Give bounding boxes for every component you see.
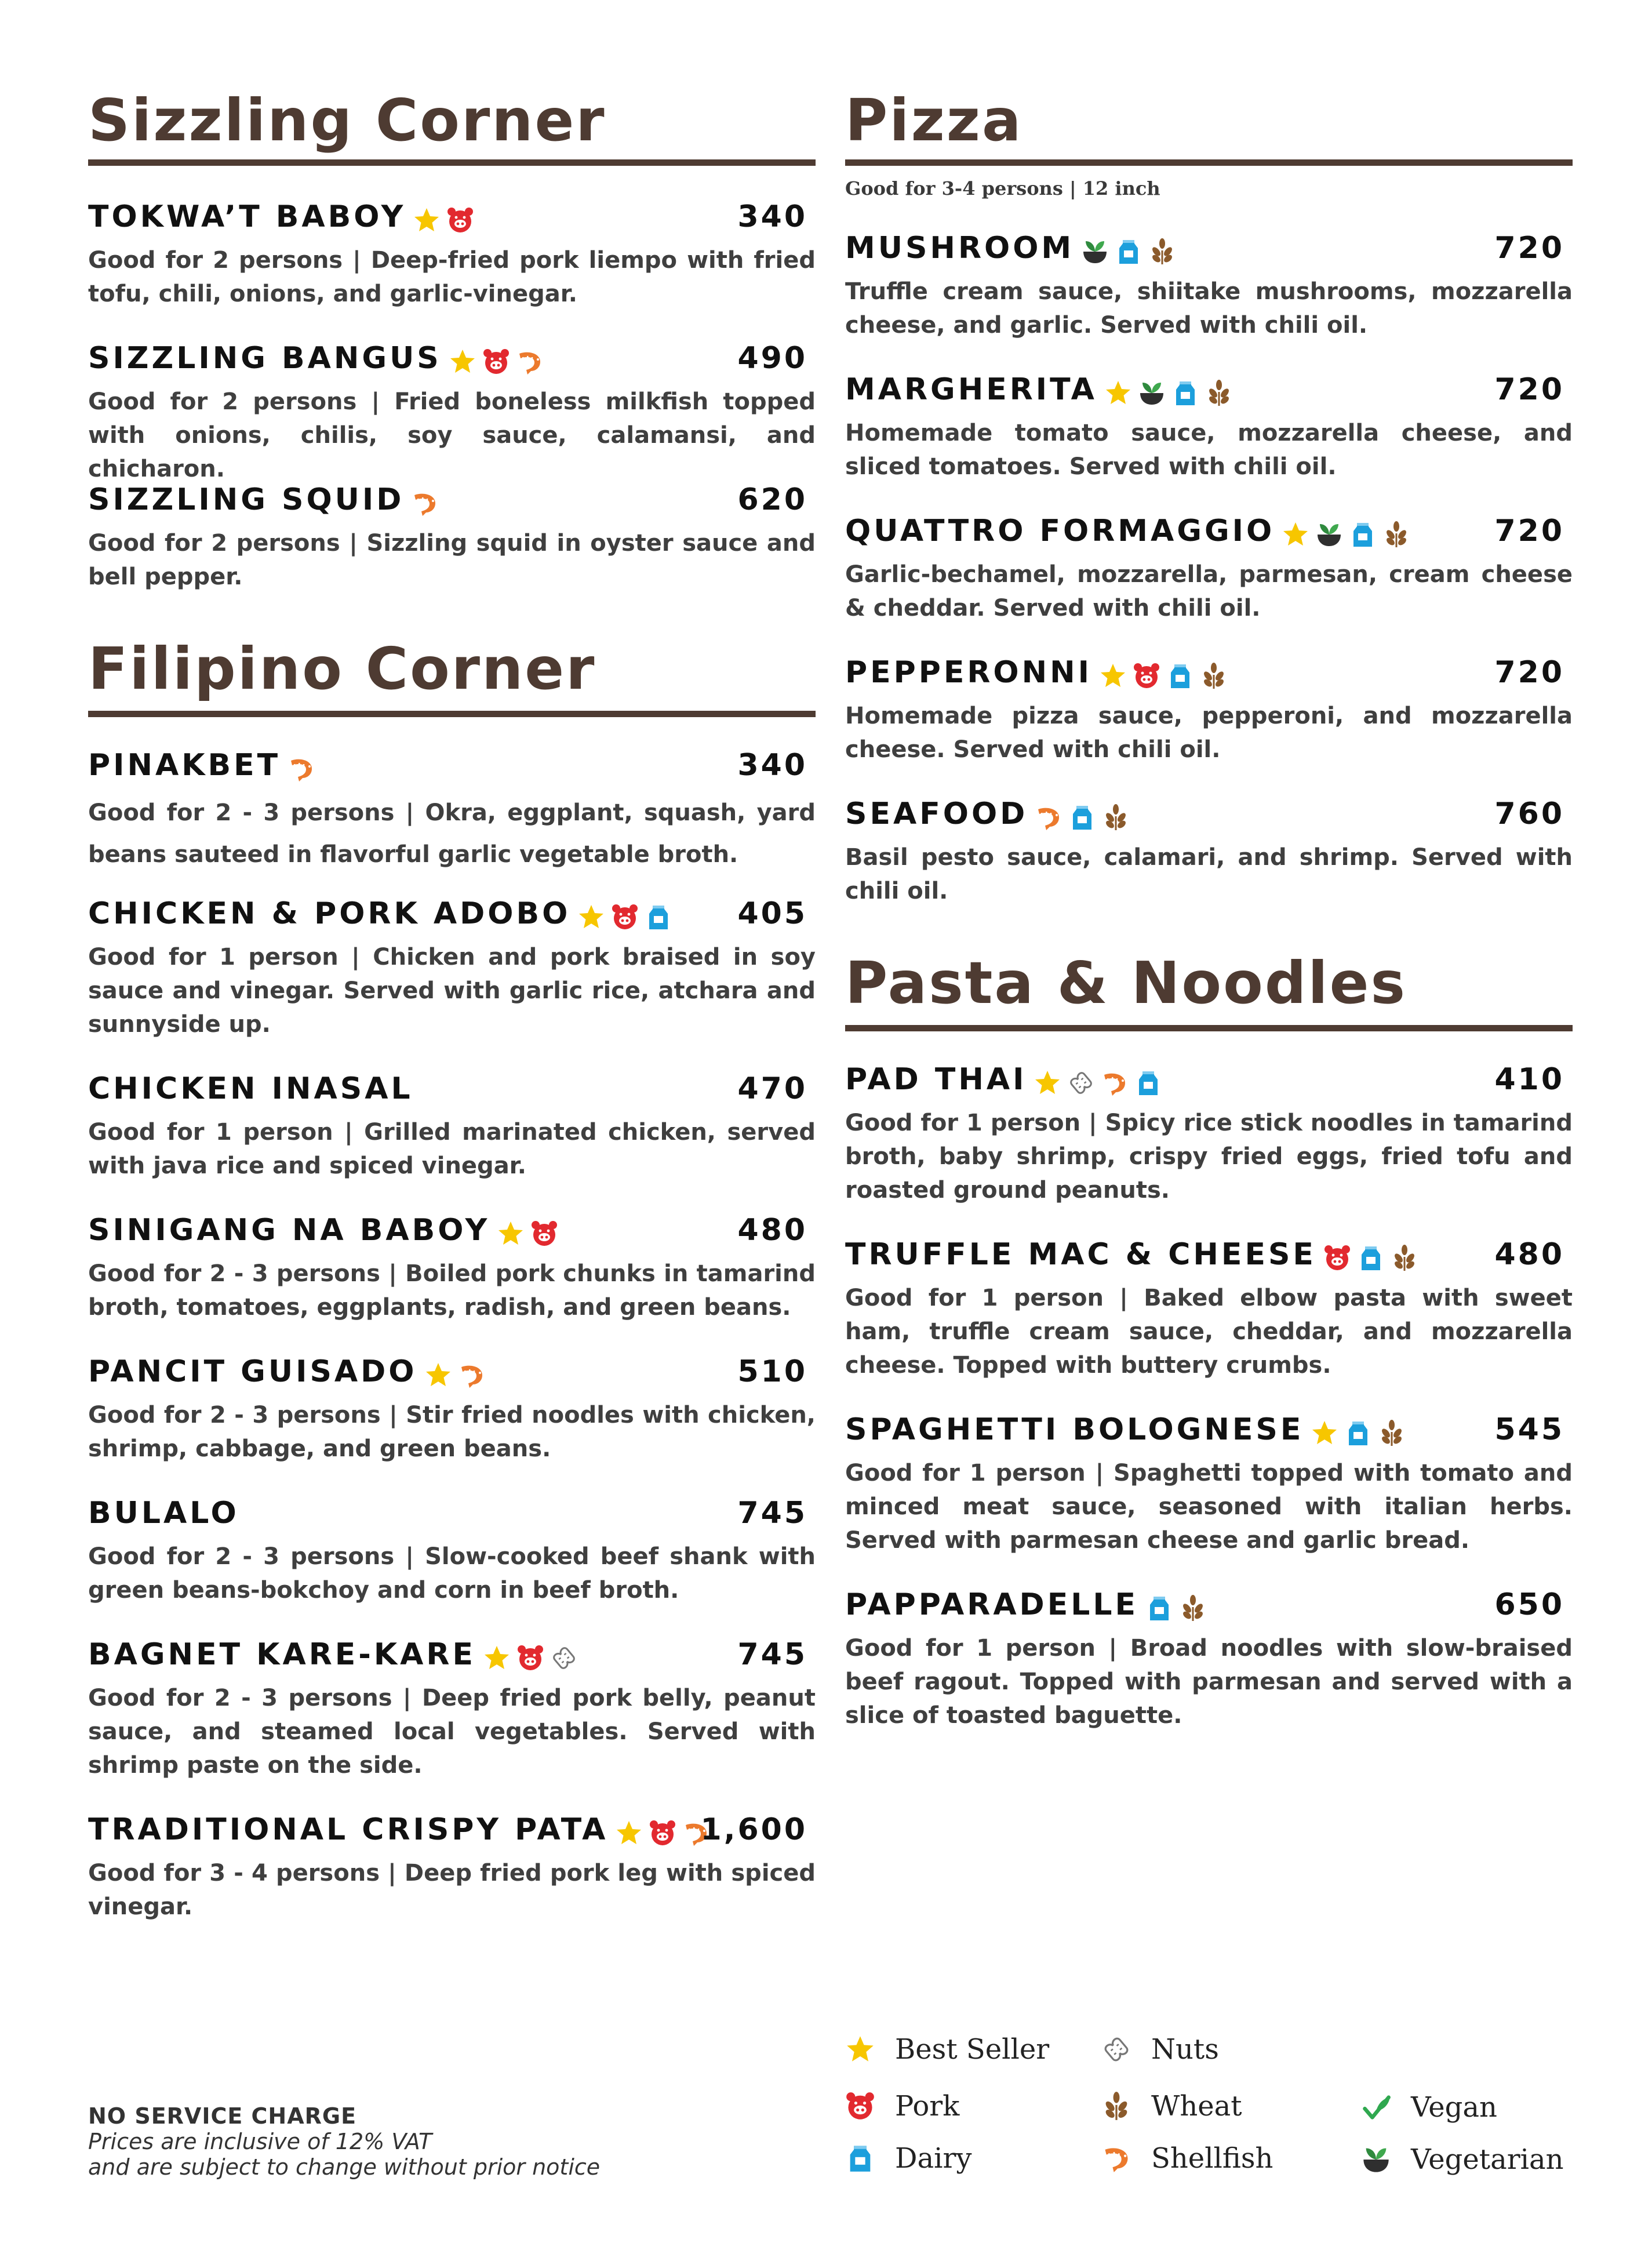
menu-item-description: Good for 2 persons | Fried boneless milkfish topped with onions, chilis, soy sauce, calamansi, and chicharon. [88, 388, 816, 482]
menu-item-name [845, 1409, 1411, 1452]
menu-item-description: Good for 2 - 3 persons | Okra, eggplant, squash, yard beans sauteed in flavorful garlic vegetable broth. [88, 799, 816, 868]
menu-item [88, 479, 816, 594]
shrimp-icon [1101, 1069, 1129, 1097]
menu-item-price: 720 [1494, 372, 1564, 407]
menu-item-description: Homemade tomato sauce, mozzarella cheese, and sliced tomatoes. Served with chili oil. [845, 420, 1573, 480]
menu-item-name-text: PEPPERONNI [845, 655, 1093, 690]
menu-item-header [88, 893, 816, 935]
menu-item-header [88, 337, 816, 379]
menu-item-icons [577, 895, 678, 936]
pork-icon [649, 1819, 676, 1847]
menu-item-description: Good for 1 person | Broad noodles with slow-braised beef ragout. Topped with parmesan and served with a slice of toasted baguette. [845, 1635, 1573, 1729]
menu-item-icons [1034, 1060, 1168, 1102]
menu-item-icons [411, 481, 445, 522]
menu-item-name [845, 510, 1416, 554]
wheat-icon [1378, 1419, 1406, 1447]
legend-best-seller [845, 2029, 1049, 2070]
menu-item-header [845, 1409, 1573, 1451]
menu-item-description: Good for 2 - 3 persons | Deep fried pork belly, peanut sauce, and steamed local vegetables. Served with shrimp paste on the side. [88, 1685, 816, 1779]
star-icon [845, 2034, 875, 2064]
wheat-icon [1101, 2091, 1131, 2121]
menu-item-name-text: SIZZLING BANGUS [88, 341, 442, 376]
menu-item-header [845, 1059, 1573, 1100]
legend-label: Nuts [1151, 2033, 1219, 2066]
star-icon [615, 1819, 643, 1847]
menu-item-price: 340 [737, 748, 807, 783]
legend-label: Wheat [1151, 2090, 1242, 2122]
menu-item-name-text: TRADITIONAL CRISPY PATA [88, 1812, 609, 1847]
menu-item [88, 337, 816, 486]
legend-vegetarian [1361, 2139, 1564, 2180]
menu-item [845, 1584, 1573, 1732]
legend-label: Shellfish [1151, 2142, 1273, 2175]
pork-icon [530, 1220, 558, 1248]
menu-item-description: Good for 2 - 3 persons | Slow-cooked beef shank with green beans-bokchoy and corn in beef broth. [88, 1543, 816, 1604]
menu-item-name-text: SIZZLING SQUID [88, 482, 405, 517]
shrimp-icon [1101, 2143, 1131, 2173]
menu-item-price: 490 [737, 341, 807, 376]
legend-nuts [1101, 2029, 1219, 2070]
menu-item-name-text: MUSHROOM [845, 231, 1075, 266]
menu-item-name [845, 793, 1136, 837]
menu-item-description: Truffle cream sauce, shiitake mushrooms, mozzarella cheese, and garlic. Served with chili oil. [845, 278, 1573, 339]
wheat-icon [1391, 1244, 1418, 1272]
pork-icon [611, 903, 639, 931]
vegan-icon [1361, 2092, 1391, 2122]
menu-item-price: 470 [737, 1071, 807, 1106]
section-divider [88, 711, 816, 717]
menu-item-name-text: SINIGANG NA BABOY [88, 1213, 490, 1248]
star-icon [413, 206, 441, 234]
menu-item-icons [1035, 795, 1136, 837]
menu-item-name-text: MARGHERITA [845, 372, 1097, 407]
vegetarian-icon [1138, 379, 1166, 407]
menu-item-header [845, 652, 1573, 693]
legend-label: Dairy [895, 2142, 972, 2175]
vegetarian-icon [1361, 2144, 1391, 2175]
pork-icon [1133, 662, 1160, 690]
star-icon [497, 1220, 525, 1248]
shrimp-icon [458, 1361, 486, 1389]
menu-item [88, 1492, 816, 1607]
menu-item-name [88, 1209, 564, 1253]
menu-item-description: Good for 3 - 4 persons | Deep fried pork leg with spiced vinegar. [88, 1860, 816, 1920]
menu-item-name [845, 1584, 1213, 1627]
menu-item-description: Good for 1 person | Spaghetti topped with tomato and minced meat sauce, seasoned with italian herbs. Served with parmesan cheese and garlic bread. [845, 1460, 1573, 1554]
menu-item-description: Good for 2 persons | Sizzling squid in oyster sauce and bell pepper. [88, 530, 816, 590]
allergen-legend [845, 2029, 1587, 2203]
menu-item [88, 1351, 816, 1466]
menu-item-price: 1,600 [700, 1812, 807, 1847]
menu-item [88, 1209, 816, 1324]
menu-item-price: 405 [737, 896, 807, 931]
menu-item [845, 510, 1573, 625]
legend-dairy [845, 2138, 972, 2179]
menu-item-description: Good for 1 person | Baked elbow pasta with sweet ham, truffle cream sauce, cheddar, and mozzarella cheese. Topped with buttery crumbs. [845, 1285, 1573, 1379]
legend-label: Best Seller [895, 2033, 1050, 2066]
menu-item [845, 1409, 1573, 1557]
wheat-icon [1205, 379, 1233, 407]
price-notice [88, 2103, 726, 2180]
menu-item-name [845, 227, 1182, 271]
star-icon [1282, 521, 1309, 548]
legend-vegan [1361, 2087, 1497, 2128]
shrimp-icon [516, 348, 544, 376]
menu-item [88, 744, 816, 875]
section-divider [845, 159, 1573, 166]
dairy-icon [845, 2143, 875, 2173]
menu-item-name-text: BAGNET KARE-KARE [88, 1637, 476, 1672]
menu-item-name-text: PAD THAI [845, 1062, 1027, 1097]
wheat-icon [1148, 238, 1176, 266]
menu-item-header [88, 1809, 816, 1851]
menu-item [88, 893, 816, 1041]
menu-item-description: Basil pesto sauce, calamari, and shrimp. Served with chili oil. [845, 844, 1573, 904]
menu-item [845, 1059, 1573, 1207]
section-title-sizzling: Sizzling Corner [88, 86, 606, 154]
menu-item-name [88, 1068, 420, 1110]
menu-item-name [845, 1059, 1168, 1102]
menu-item-description: Good for 1 person | Spicy rice stick noodles in tamarind broth, baby shrimp, crispy fried eggs, fried tofu and roasted ground peanuts. [845, 1110, 1573, 1204]
menu-item-price: 480 [1494, 1237, 1564, 1272]
menu-item-name-text: CHICKEN INASAL [88, 1071, 413, 1106]
dairy-icon [1134, 1069, 1162, 1097]
menu-item-name-text: SPAGHETTI BOLOGNESE [845, 1412, 1304, 1447]
menu-item-header [88, 1209, 816, 1251]
menu-item-icons [1145, 1586, 1213, 1627]
menu-item-icons [413, 198, 480, 239]
pork-icon [1323, 1244, 1351, 1272]
menu-item-icons [449, 339, 550, 381]
shrimp-icon [411, 489, 439, 517]
menu-item-description: Garlic-bechamel, mozzarella, parmesan, cream cheese & cheddar. Served with chili oil. [845, 561, 1573, 621]
menu-item-name-text: PAPPARADELLE [845, 1587, 1139, 1622]
notice-line: and are subject to change without prior notice [88, 2154, 601, 2180]
star-icon [424, 1361, 452, 1389]
menu-item [845, 652, 1573, 766]
menu-item-icons [497, 1211, 564, 1253]
menu-item-icons [1323, 1235, 1424, 1277]
pork-icon [845, 2091, 875, 2121]
menu-item [845, 227, 1573, 342]
wheat-icon [1102, 804, 1130, 831]
notice-line: Prices are inclusive of 12% VAT [88, 2129, 432, 2154]
menu-item-name-text: TRUFFLE MAC & CHEESE [845, 1237, 1316, 1272]
menu-item-icons [1311, 1411, 1411, 1452]
menu-item [845, 793, 1573, 908]
section-title-pizza: Pizza [845, 86, 1023, 154]
menu-item-name [88, 1492, 246, 1534]
menu-item-header [88, 1492, 816, 1534]
menu-item-price: 545 [1494, 1412, 1564, 1447]
wheat-icon [1179, 1594, 1207, 1622]
menu-item-name-text: PINAKBET [88, 748, 281, 783]
dairy-icon [1349, 521, 1377, 548]
star-icon [449, 348, 476, 376]
menu-item-header [88, 744, 816, 786]
section-subtitle: Good for 3-4 persons | 12 inch [845, 177, 1160, 199]
menu-item-price: 720 [1494, 655, 1564, 690]
menu-item-description: Good for 2 - 3 persons | Boiled pork chunks in tamarind broth, tomatoes, eggplants, radish, and green beans. [88, 1260, 816, 1321]
menu-item [88, 1068, 816, 1183]
menu-item-icons [483, 1635, 584, 1677]
menu-item-name-text: BULALO [88, 1496, 239, 1531]
star-icon [1104, 379, 1132, 407]
menu-item-icons [288, 746, 321, 788]
star-icon [1099, 662, 1127, 690]
star-icon [483, 1644, 511, 1672]
section-title-filipino: Filipino Corner [88, 635, 596, 703]
menu-item-name [88, 196, 480, 239]
menu-item-price: 410 [1494, 1062, 1564, 1097]
menu-item [845, 369, 1573, 484]
nuts-icon [1101, 2034, 1131, 2064]
pork-icon [446, 206, 474, 234]
menu-item-icons [1081, 229, 1182, 271]
menu-item-name [88, 1634, 584, 1677]
menu-item-name [88, 744, 321, 788]
menu-item-name [88, 1351, 492, 1394]
menu-item-description: Good for 2 persons | Deep-fried pork liempo with fried tofu, chili, onions, and garlic-vinegar. [88, 247, 816, 307]
legend-label: Vegan [1411, 2091, 1497, 2124]
section-title-pasta: Pasta & Noodles [845, 949, 1407, 1017]
menu-item-description: Good for 2 - 3 persons | Stir fried noodles with chicken, shrimp, cabbage, and green beans. [88, 1402, 816, 1462]
section-divider [845, 1025, 1573, 1031]
menu-item-header [88, 1068, 816, 1110]
menu-item-header [845, 793, 1573, 835]
legend-pork [845, 2086, 959, 2126]
menu-item-price: 620 [737, 482, 807, 517]
notice-heading: NO SERVICE CHARGE [88, 2103, 357, 2129]
menu-item [845, 1234, 1573, 1382]
menu-item-name [88, 479, 445, 522]
pork-icon [516, 1644, 544, 1672]
menu-item-name-text: CHICKEN & PORK ADOBO [88, 896, 571, 931]
menu-item-description: Homemade pizza sauce, pepperoni, and mozzarella cheese. Served with chili oil. [845, 703, 1573, 763]
dairy-icon [1166, 662, 1194, 690]
menu-item-price: 340 [737, 199, 807, 234]
star-icon [577, 903, 605, 931]
menu-item-price: 720 [1494, 514, 1564, 548]
menu-item-name [845, 652, 1233, 695]
menu-item-price: 650 [1494, 1587, 1564, 1622]
menu-item-icons [1104, 370, 1239, 412]
vegetarian-icon [1315, 521, 1343, 548]
legend-label: Vegetarian [1411, 2143, 1564, 2176]
dairy-icon [1344, 1419, 1372, 1447]
dairy-icon [1115, 238, 1142, 266]
dairy-icon [1171, 379, 1199, 407]
menu-item-name [845, 1234, 1424, 1277]
pork-icon [482, 348, 510, 376]
menu-item-header [845, 227, 1573, 269]
menu-item-name [845, 369, 1239, 412]
menu-item-price: 480 [737, 1213, 807, 1248]
menu-item [88, 196, 816, 311]
menu-item-header [88, 196, 816, 238]
menu-item [88, 1809, 816, 1924]
dairy-icon [1145, 1594, 1173, 1622]
menu-item-name-text: QUATTRO FORMAGGIO [845, 514, 1275, 548]
wheat-icon [1382, 521, 1410, 548]
menu-item-name-text: SEAFOOD [845, 797, 1028, 831]
section-divider [88, 159, 816, 166]
menu-item-price: 510 [737, 1354, 807, 1389]
menu-item-icons [424, 1353, 492, 1394]
menu-item-price: 745 [737, 1496, 807, 1531]
star-icon [1311, 1419, 1338, 1447]
menu-item-header [88, 479, 816, 521]
nuts-icon [1067, 1069, 1095, 1097]
menu-item-icons [1099, 653, 1233, 695]
menu-item-description: Good for 1 person | Grilled marinated chicken, served with java rice and spiced vinegar. [88, 1119, 816, 1179]
nuts-icon [550, 1644, 578, 1672]
menu-item-header [88, 1634, 816, 1675]
menu-item-price: 720 [1494, 231, 1564, 266]
menu-item-header [845, 1234, 1573, 1275]
dairy-icon [1068, 804, 1096, 831]
legend-label: Pork [895, 2090, 960, 2122]
menu-item-name [88, 337, 550, 381]
shrimp-icon [1035, 804, 1062, 831]
menu-item-name [88, 893, 678, 936]
menu-item-name-text: TOKWA’T BABOY [88, 199, 406, 234]
menu-item-header [88, 1351, 816, 1393]
menu-item-header [845, 1584, 1573, 1626]
menu-item-icons [1282, 512, 1416, 554]
legend-wheat [1101, 2086, 1242, 2126]
menu-item-name-text: PANCIT GUISADO [88, 1354, 417, 1389]
menu-item-description: Good for 1 person | Chicken and pork braised in soy sauce and vinegar. Served with garlic rice, atchara and sunnyside up. [88, 944, 816, 1038]
vegetarian-icon [1081, 238, 1109, 266]
menu-item-name [88, 1809, 716, 1852]
shrimp-icon [288, 755, 315, 783]
wheat-icon [1200, 662, 1228, 690]
menu-item-header [845, 510, 1573, 552]
menu-item [88, 1634, 816, 1782]
menu-item-header [845, 369, 1573, 410]
dairy-icon [1357, 1244, 1385, 1272]
menu-item-price: 745 [737, 1637, 807, 1672]
star-icon [1034, 1069, 1061, 1097]
legend-shellfish [1101, 2138, 1273, 2179]
dairy-icon [645, 903, 672, 931]
menu-item-price: 760 [1494, 797, 1564, 831]
